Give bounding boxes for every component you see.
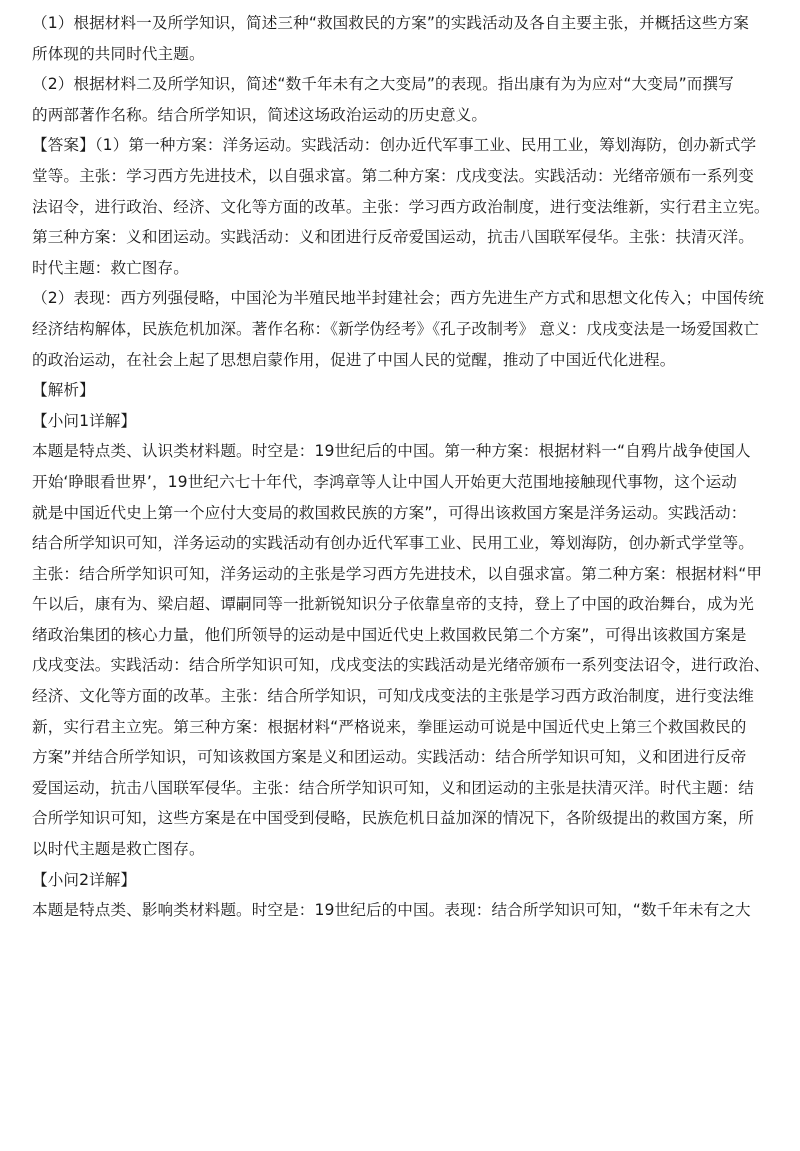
answer-line-3: 法诏令，进行政治、经济、文化等方面的改革。主张：学习西方政治制度，进行变法维新，实行君主立宪。 — [32, 197, 770, 216]
analysis-1-line-2: 开始‘睁眼看世界’，19世纪六七十年代，李鸿章等人让中国人开始更大范围地接触现代事物，这个运动 — [32, 472, 737, 491]
analysis-1-line-1: 本题是特点类、认识类材料题。时空是：19世纪后的中国。第一种方案：根据材料一“自鸦片战争使国人 — [32, 442, 751, 461]
answer-line-4: 第三种方案：义和团运动。实践活动：义和团进行反帝爱国运动，抗击八国联军侵华。主张：扶清灭洋。 — [32, 228, 754, 247]
analysis-1-line-9: 经济、文化等方面的改革。主张：结合所学知识，可知戊戌变法的主张是学习西方政治制度，进行变法维 — [32, 687, 754, 706]
analysis-1-line-13: 合所学知识可知，这些方案是在中国受到侵略，民族危机日益加深的情况下，各阶级提出的救国方案，所 — [32, 809, 754, 828]
answer-line-2: 堂等。主张：学习西方先进技术，以自强求富。第二种方案：戊戌变法。实践活动：光绪帝颁布一系列变 — [32, 166, 754, 185]
subquestion-1-heading: 【小问1详解】 — [32, 411, 137, 430]
analysis-1-line-8: 戊戌变法。实践活动：结合所学知识可知，戊戌变法的实践活动是光绪帝颁布一系列变法诏令，进行政治、 — [32, 656, 770, 675]
answer-part-2-line-3: 的政治运动，在社会上起了思想启蒙作用，促进了中国人民的觉醒，推动了中国近代化进程。 — [32, 350, 676, 369]
analysis-2-line-1: 本题是特点类、影响类材料题。时空是：19世纪后的中国。表现：结合所学知识可知，“数千年未有之大 — [32, 901, 751, 920]
analysis-1-line-10: 新，实行君主立宪。第三种方案：根据材料“严格说来，拳匪运动可说是中国近代史上第三个救国救民的 — [32, 717, 747, 736]
analysis-1-line-5: 主张：结合所学知识可知，洋务运动的主张是学习西方先进技术，以自强求富。第二种方案：根据材料“甲 — [32, 564, 763, 583]
question-part-2-line-1: （2）根据材料二及所学知识，简述“数千年未有之大变局”的表现。指出康有为为应对“大变局”而撰写 — [32, 75, 734, 94]
analysis-1-line-11: 方案”并结合所学知识，可知该救国方案是义和团运动。实践活动：结合所学知识可知，义和团进行反帝 — [32, 748, 747, 767]
answer-line-5: 时代主题：救亡图存。 — [32, 258, 189, 277]
analysis-1-line-6: 午以后，康有为、梁启超、谭嗣同等一批新锐知识分子依靠皇帝的支持，登上了中国的政治舞台，成为光 — [32, 595, 754, 614]
analysis-1-line-3: 就是中国近代史上第一个应付大变局的救国救民族的方案”，可得出该救国方案是洋务运动。实践活动： — [32, 503, 747, 522]
analysis-1-line-4: 结合所学知识可知，洋务运动的实践活动有创办近代军事工业、民用工业，筹划海防，创办新式学堂等。 — [32, 534, 754, 553]
question-part-2-line-2: 的两部著作名称。结合所学知识，简述这场政治运动的历史意义。 — [32, 105, 488, 124]
analysis-1-line-7: 绪政治集团的核心力量，他们所领导的运动是中国近代史上救国救民第二个方案”，可得出该救国方案是 — [32, 625, 747, 644]
analysis-1-line-12: 爱国运动，抗击八国联军侵华。主张：结合所学知识可知，义和团运动的主张是扶清灭洋。时代主题：结 — [32, 778, 754, 797]
question-part-1-line-2: 所体现的共同时代主题。 — [32, 44, 205, 63]
document-body — [32, 8, 780, 926]
answer-line-1: 【答案】（1）第一种方案：洋务运动。实践活动：创办近代军事工业、民用工业，筹划海防，创办新式学 — [32, 136, 757, 155]
question-part-1-line-1: （1）根据材料一及所学知识，简述三种“救国救民的方案”的实践活动及各自主要主张，并概括这些方案 — [32, 14, 749, 32]
answer-part-2-line-2: 经济结构解体，民族危机加深。著作名称：《新学伪经考》《孔子改制考》 意义：戊戌变法是一场爱国救亡 — [32, 319, 760, 338]
analysis-heading: 【解析】 — [32, 381, 95, 400]
answer-part-2-line-1: （2）表现：西方列强侵略，中国沦为半殖民地半封建社会；西方先进生产方式和思想文化传入；中国传统 — [32, 289, 764, 308]
subquestion-2-heading: 【小问2详解】 — [32, 870, 137, 889]
analysis-1-line-14: 以时代主题是救亡图存。 — [32, 840, 205, 859]
